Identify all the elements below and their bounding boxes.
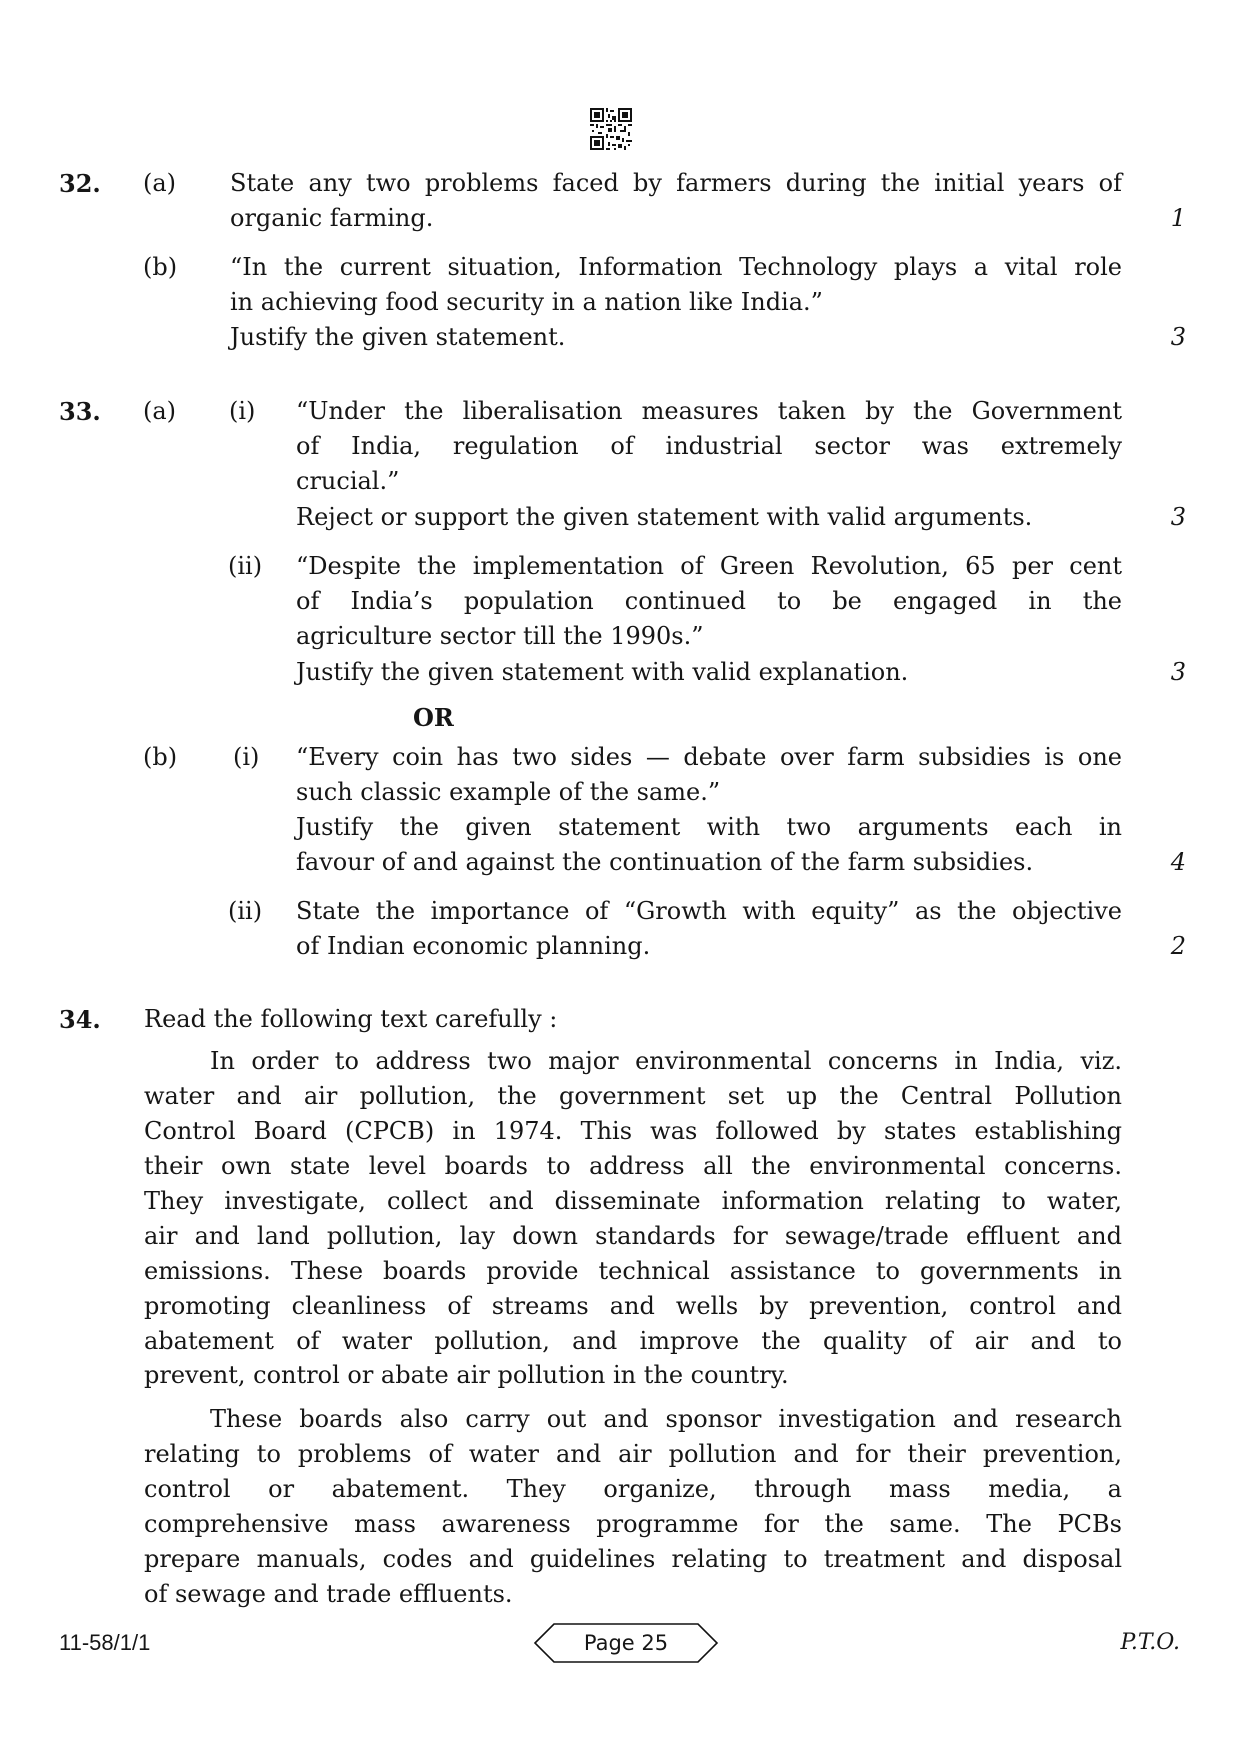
question-line: of Indian economic planning. <box>296 932 651 960</box>
subpart-label: (ii) <box>228 897 263 925</box>
question-line: of India’s population continued to be engaged in the <box>296 587 1122 615</box>
question-line: “Despite the implementation of Green Revolution, 65 per cent <box>296 552 1122 580</box>
subpart-label: (ii) <box>228 552 263 580</box>
passage-line: comprehensive mass awareness programme for the same. The PCBs <box>144 1510 1122 1538</box>
question-line: “In the current situation, Information Technology plays a vital role <box>230 253 1122 281</box>
marks: 4 <box>1170 848 1186 876</box>
question-line: crucial.” <box>296 467 400 495</box>
passage-line: of sewage and trade effluents. <box>144 1580 513 1608</box>
part-label: (b) <box>143 743 178 771</box>
part-label: (a) <box>143 397 177 425</box>
subpart-label: (i) <box>233 743 260 771</box>
passage-line: air and land pollution, lay down standards for sewage/trade effluent and <box>144 1222 1122 1250</box>
page-number: Page 25 <box>583 1631 669 1655</box>
passage-line: abatement of water pollution, and improve the quality of air and to <box>144 1327 1122 1355</box>
marks: 1 <box>1170 204 1186 232</box>
question-line: Reject or support the given statement with valid arguments. <box>296 503 1033 531</box>
question-line: “Every coin has two sides — debate over farm subsidies is one <box>296 743 1122 771</box>
question-line: Justify the given statement with valid explanation. <box>296 658 909 686</box>
question-line: State any two problems faced by farmers during the initial years of <box>230 169 1122 197</box>
marks: 2 <box>1170 932 1186 960</box>
part-label: (b) <box>143 253 178 281</box>
question-line: favour of and against the continuation of the farm subsidies. <box>296 848 1034 876</box>
part-label: (a) <box>143 169 177 197</box>
marks: 3 <box>1170 503 1186 531</box>
question-line: “Under the liberalisation measures taken by the Government <box>296 397 1122 425</box>
question-number: 32. <box>59 169 101 198</box>
question-line: Justify the given statement. <box>230 323 566 351</box>
passage-line: promoting cleanliness of streams and wells by prevention, control and <box>144 1292 1122 1320</box>
passage-line: In order to address two major environmental concerns in India, viz. <box>210 1047 1122 1075</box>
passage-line: control or abatement. They organize, through mass media, a <box>144 1475 1122 1503</box>
marks: 3 <box>1170 323 1186 351</box>
passage-line: their own state level boards to address all the environmental concerns. <box>144 1152 1122 1180</box>
question-intro: Read the following text carefully : <box>144 1005 558 1033</box>
question-number: 34. <box>59 1005 101 1034</box>
subpart-label: (i) <box>229 397 256 425</box>
pto-label: P.T.O. <box>1120 1630 1180 1655</box>
passage-line: emissions. These boards provide technical assistance to governments in <box>144 1257 1122 1285</box>
question-number: 33. <box>59 397 101 426</box>
question-line: in achieving food security in a nation like India.” <box>230 288 823 316</box>
passage-line: They investigate, collect and disseminate information relating to water, <box>144 1187 1122 1215</box>
question-line: such classic example of the same.” <box>296 778 721 806</box>
question-line: organic farming. <box>230 204 434 232</box>
passage-line: prevent, control or abate air pollution in the country. <box>144 1361 789 1389</box>
question-line: State the importance of “Growth with equity” as the objective <box>296 897 1122 925</box>
question-line: agriculture sector till the 1990s.” <box>296 622 704 650</box>
passage-line: These boards also carry out and sponsor investigation and research <box>210 1405 1122 1433</box>
marks: 3 <box>1170 658 1186 686</box>
question-line: of India, regulation of industrial sector was extremely <box>296 432 1122 460</box>
passage-line: Control Board (CPCB) in 1974. This was followed by states establishing <box>144 1117 1122 1145</box>
page-number-badge <box>533 1622 719 1664</box>
paper-code: 11-58/1/1 <box>59 1630 151 1655</box>
question-line: Justify the given statement with two arguments each in <box>296 813 1122 841</box>
passage-line: water and air pollution, the government set up the Central Pollution <box>144 1082 1122 1110</box>
passage-line: prepare manuals, codes and guidelines relating to treatment and disposal <box>144 1545 1122 1573</box>
passage-line: relating to problems of water and air pollution and for their prevention, <box>144 1440 1122 1468</box>
or-divider: OR <box>413 703 454 732</box>
qr-code-icon <box>590 108 632 150</box>
